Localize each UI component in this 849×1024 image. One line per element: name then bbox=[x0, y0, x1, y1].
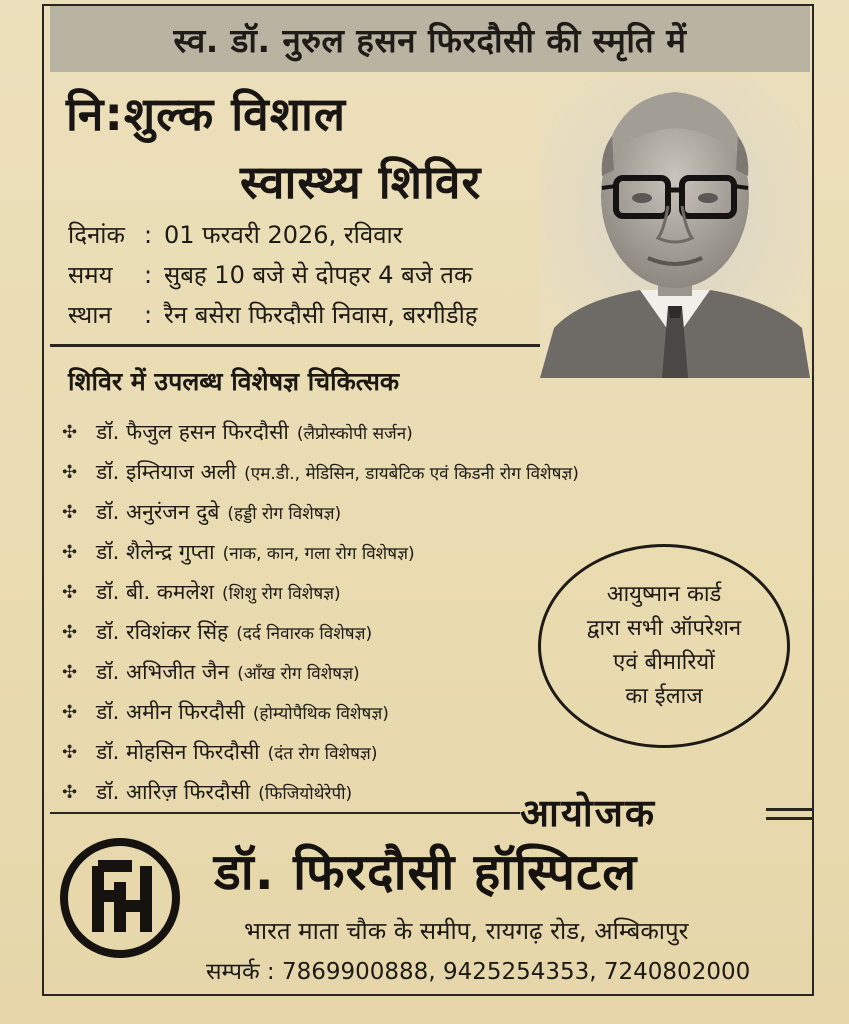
event-date-row bbox=[68, 218, 403, 251]
doctor-specialty: (हड्डी रोग विशेषज्ञ) bbox=[227, 503, 342, 524]
hospital-logo-graphic bbox=[58, 836, 182, 960]
doctor-name: डॉ. इम्तियाज अली bbox=[96, 460, 237, 484]
ayushman-line-4: का ईलाज bbox=[625, 684, 703, 709]
ayushman-line-1: आयुष्मान कार्ड bbox=[606, 582, 722, 607]
doctor-name: डॉ. अनुरंजन दुबे bbox=[96, 500, 220, 524]
doctor-name: डॉ. अभिजीत जैन bbox=[96, 660, 230, 684]
event-venue-row bbox=[68, 298, 478, 331]
time-label: समय bbox=[68, 261, 113, 289]
doctor-name: डॉ. बी. कमलेश bbox=[96, 580, 215, 604]
event-time-row bbox=[68, 258, 472, 291]
list-item bbox=[62, 772, 579, 812]
hospital-name: डॉ. फिरदौसी हॉस्पिटल bbox=[214, 843, 638, 901]
memorial-banner: स्व. डॉ. नुरुल हसन फिरदौसी की स्मृति में bbox=[50, 6, 810, 72]
list-item bbox=[62, 412, 579, 452]
bullet-star-icon: ✣ bbox=[62, 541, 78, 563]
doctor-name: डॉ. रविशंकर सिंह bbox=[96, 620, 229, 644]
hospital-contact: सम्पर्क : 7869900888, 9425254353, 7240802000 bbox=[206, 959, 751, 985]
doctor-specialty: (आँख रोग विशेषज्ञ) bbox=[237, 663, 360, 684]
doctor-specialty: (नाक, कान, गला रोग विशेषज्ञ) bbox=[222, 543, 415, 564]
doctor-specialty: (दर्द निवारक विशेषज्ञ) bbox=[236, 623, 373, 644]
date-value: 01 फरवरी 2026, रविवार bbox=[164, 221, 403, 249]
organizer-double-dash bbox=[766, 808, 812, 820]
bullet-star-icon: ✣ bbox=[62, 741, 78, 763]
doctor-name: डॉ. अमीन फिरदौसी bbox=[96, 700, 245, 724]
bullet-star-icon: ✣ bbox=[62, 701, 78, 723]
bullet-star-icon: ✣ bbox=[62, 661, 78, 683]
doctor-name: डॉ. आरिज़ फिरदौसी bbox=[96, 780, 251, 804]
bullet-star-icon: ✣ bbox=[62, 581, 78, 603]
doctors-heading: शिविर में उपलब्ध विशेषज्ञ चिकित्सक bbox=[68, 367, 400, 396]
date-label: दिनांक bbox=[68, 221, 125, 249]
list-item bbox=[62, 692, 579, 732]
bullet-star-icon: ✣ bbox=[62, 501, 78, 523]
bullet-star-icon: ✣ bbox=[62, 421, 78, 443]
time-separator: : bbox=[144, 261, 153, 289]
section-divider bbox=[50, 344, 546, 347]
hospital-logo-icon bbox=[58, 836, 182, 960]
doctor-name: डॉ. फैजुल हसन फिरदौसी bbox=[96, 420, 289, 444]
venue-value: रैन बसेरा फिरदौसी निवास, बरगीडीह bbox=[164, 301, 478, 329]
list-item bbox=[62, 532, 579, 572]
doctor-specialty: (फिजियोथेरेपी) bbox=[258, 783, 353, 804]
title-line-2: स्वास्थ्य शिविर bbox=[240, 155, 482, 209]
list-item bbox=[62, 612, 579, 652]
list-item bbox=[62, 572, 579, 612]
doctor-specialty: (लैप्रोस्कोपी सर्जन) bbox=[296, 423, 413, 444]
doctor-specialty: (दंत रोग विशेषज्ञ) bbox=[267, 743, 378, 764]
bullet-star-icon: ✣ bbox=[62, 461, 78, 483]
ayushman-card-badge bbox=[538, 544, 790, 748]
doctor-specialty: (एम.डी., मेडिसिन, डायबेटिक एवं किडनी रोग विशेषज्ञ) bbox=[244, 463, 579, 484]
bullet-star-icon: ✣ bbox=[62, 621, 78, 643]
hospital-address: भारत माता चौक के समीप, रायगढ़ रोड, अम्बिकापुर bbox=[244, 917, 689, 945]
time-value: सुबह 10 बजे से दोपहर 4 बजे तक bbox=[164, 261, 473, 289]
doctor-specialty: (होम्योपैथिक विशेषज्ञ) bbox=[252, 703, 389, 724]
venue-label: स्थान bbox=[68, 301, 112, 329]
list-item bbox=[62, 452, 579, 492]
title-line-1: नि:शुल्क विशाल bbox=[66, 87, 347, 141]
venue-separator: : bbox=[144, 301, 153, 329]
list-item bbox=[62, 652, 579, 692]
portrait-photo bbox=[540, 78, 810, 378]
doctor-name: डॉ. मोहसिन फिरदौसी bbox=[96, 740, 260, 764]
date-separator: : bbox=[144, 221, 153, 249]
bullet-star-icon: ✣ bbox=[62, 781, 78, 803]
list-item bbox=[62, 732, 579, 772]
organizer-label: आयोजक bbox=[520, 791, 657, 835]
doctor-specialty: (शिशु रोग विशेषज्ञ) bbox=[222, 583, 341, 604]
doctor-name: डॉ. शैलेन्द्र गुप्ता bbox=[96, 540, 215, 564]
list-item bbox=[62, 492, 579, 532]
doctors-list bbox=[62, 412, 579, 812]
portrait-illustration bbox=[540, 78, 810, 378]
ayushman-line-2: द्वारा सभी ऑपरेशन bbox=[586, 616, 742, 641]
organizer-rule bbox=[50, 812, 520, 814]
ayushman-line-3: एवं बीमारियों bbox=[613, 650, 715, 675]
